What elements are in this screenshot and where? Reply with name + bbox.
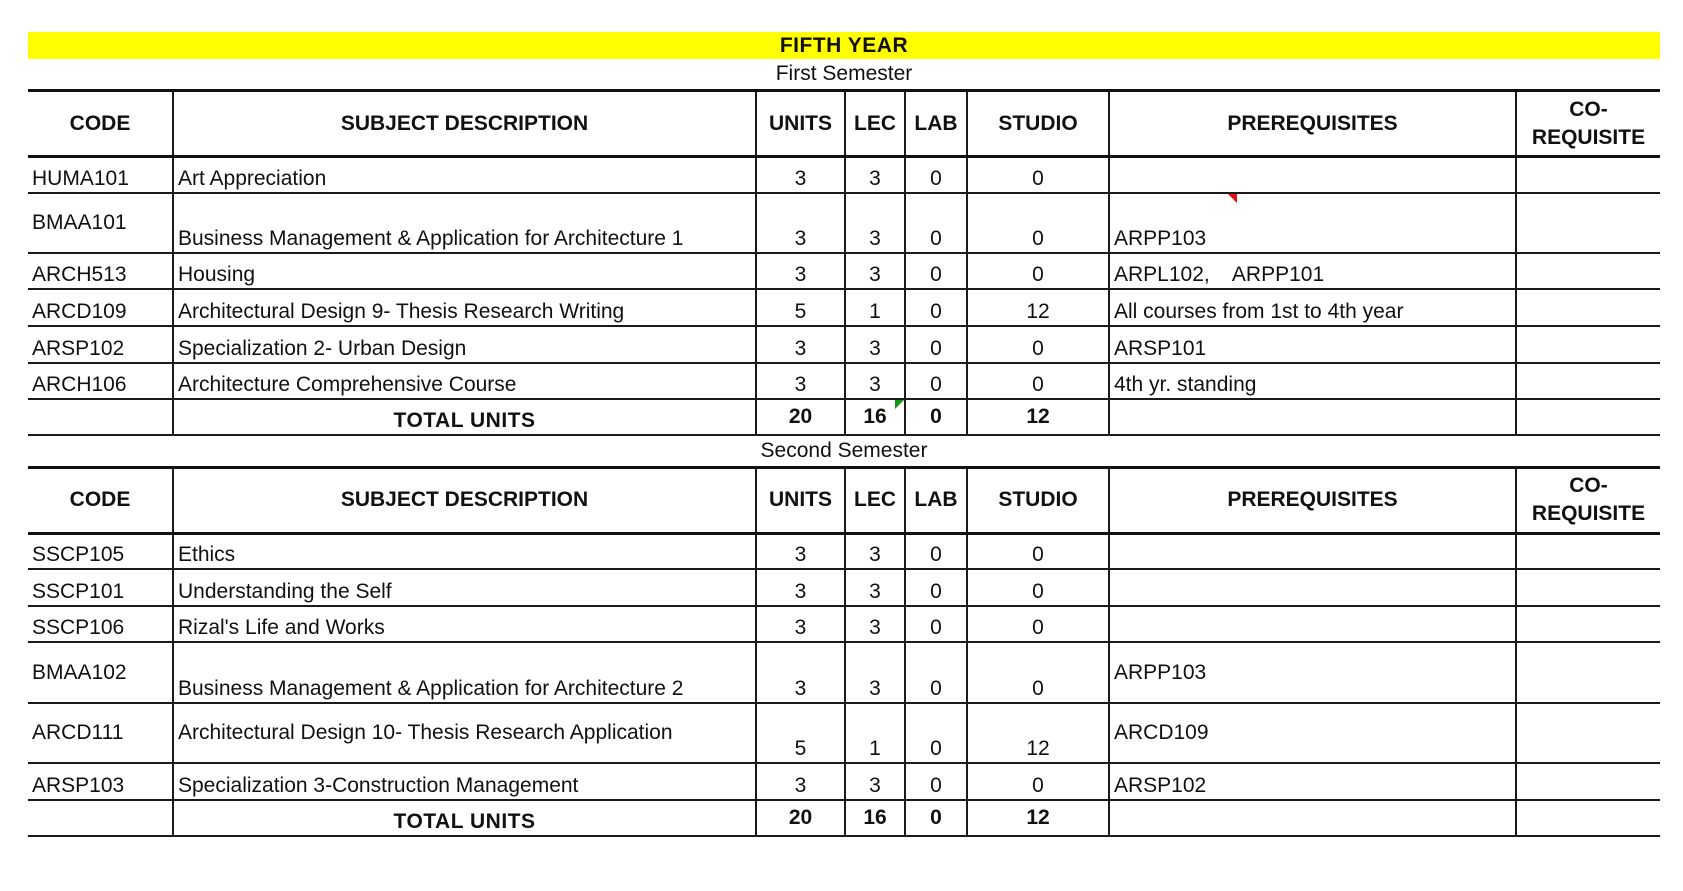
course-description: Art Appreciation (173, 157, 756, 193)
course-studio: 0 (967, 157, 1109, 193)
course-code: SSCP101 (28, 569, 173, 606)
course-code: ARSP103 (28, 763, 173, 800)
course-lec: 3 (845, 606, 905, 642)
course-corequisite (1516, 763, 1660, 800)
course-code: ARCH513 (28, 253, 173, 289)
course-lab: 0 (905, 763, 967, 800)
course-units: 3 (756, 569, 845, 606)
course-units: 3 (756, 157, 845, 193)
table-row (28, 326, 1660, 363)
course-description: Understanding the Self (173, 569, 756, 606)
first-semester-title: First Semester (775, 62, 913, 85)
course-corequisite (1516, 193, 1660, 253)
total-studio: 12 (967, 399, 1109, 435)
course-studio: 0 (967, 253, 1109, 289)
total-lab: 0 (905, 800, 967, 836)
course-description: Housing (173, 253, 756, 289)
course-code: ARCD109 (28, 289, 173, 326)
course-units: 5 (756, 703, 845, 763)
col-lab-header: LAB (905, 467, 967, 533)
col-units-header: UNITS (756, 91, 845, 157)
course-prerequisites: ARSP101 (1109, 326, 1516, 363)
total-units: 20 (756, 399, 845, 435)
course-code: SSCP106 (28, 606, 173, 642)
course-code: BMAA102 (28, 642, 173, 703)
course-corequisite (1516, 289, 1660, 326)
comment-marker-icon[interactable] (1228, 194, 1237, 203)
course-prerequisites (1109, 606, 1516, 642)
course-prerequisites: ARCD109 (1109, 703, 1516, 763)
col-corequisite-header: CO-REQUISITE (1516, 467, 1660, 533)
course-corequisite (1516, 569, 1660, 606)
col-lec-header: LEC (845, 467, 905, 533)
course-studio: 0 (967, 763, 1109, 800)
course-studio: 12 (967, 703, 1109, 763)
total-corequisite-cell (1516, 399, 1660, 435)
course-lab: 0 (905, 326, 967, 363)
course-lec: 3 (845, 642, 905, 703)
col-code-header: CODE (28, 91, 173, 157)
year-banner: FIFTH YEAR (28, 32, 1660, 59)
course-lec: 3 (845, 253, 905, 289)
course-corequisite (1516, 253, 1660, 289)
course-description: Architecture Comprehensive Course (173, 363, 756, 399)
course-description: Specialization 3-Construction Management (173, 763, 756, 800)
course-lab: 0 (905, 606, 967, 642)
course-prerequisites: ARSP102 (1109, 763, 1516, 800)
total-units-label: TOTAL UNITS (173, 399, 756, 435)
total-code-cell (28, 800, 173, 836)
course-prerequisites (1109, 157, 1516, 193)
total-row (28, 800, 1660, 836)
total-lec: 16 (845, 800, 905, 836)
comment-marker-icon[interactable] (895, 400, 904, 409)
col-code-header: CODE (28, 467, 173, 533)
first-semester-table (28, 89, 1660, 436)
course-corequisite (1516, 363, 1660, 399)
total-lec (845, 399, 905, 435)
course-description: Architectural Design 10- Thesis Research Application (173, 703, 756, 763)
course-code: HUMA101 (28, 157, 173, 193)
course-studio: 0 (967, 326, 1109, 363)
col-units-header: UNITS (756, 467, 845, 533)
course-description: Ethics (173, 533, 756, 569)
course-code: BMAA101 (28, 193, 173, 253)
course-code: ARCD111 (28, 703, 173, 763)
total-units-label: TOTAL UNITS (173, 800, 756, 836)
course-prerequisites: 4th yr. standing (1109, 363, 1516, 399)
course-lab: 0 (905, 642, 967, 703)
course-studio: 0 (967, 533, 1109, 569)
course-lec: 3 (845, 326, 905, 363)
course-lab: 0 (905, 363, 967, 399)
course-prerequisites: All courses from 1st to 4th year (1109, 289, 1516, 326)
course-studio: 0 (967, 642, 1109, 703)
course-lab: 0 (905, 703, 967, 763)
course-corequisite (1516, 326, 1660, 363)
total-lec-value: 16 (863, 404, 887, 428)
course-description: Architectural Design 9- Thesis Research Writing (173, 289, 756, 326)
total-prerequisites-cell (1109, 399, 1516, 435)
course-prerequisites (1109, 569, 1516, 606)
course-description: Specialization 2- Urban Design (173, 326, 756, 363)
course-code: ARSP102 (28, 326, 173, 363)
table-row (28, 289, 1660, 326)
col-description-header: SUBJECT DESCRIPTION (173, 467, 756, 533)
course-description: Business Management & Application for Architecture 2 (173, 642, 756, 703)
col-lab-header: LAB (905, 91, 967, 157)
total-lab: 0 (905, 399, 967, 435)
course-code: ARCH106 (28, 363, 173, 399)
table-row (28, 533, 1660, 569)
course-units: 5 (756, 289, 845, 326)
course-lab: 0 (905, 569, 967, 606)
course-lec: 3 (845, 157, 905, 193)
course-prerequisites: ARPL102, ARPP101 (1109, 253, 1516, 289)
course-lab: 0 (905, 289, 967, 326)
col-description-header: SUBJECT DESCRIPTION (173, 91, 756, 157)
course-units: 3 (756, 763, 845, 800)
total-code-cell (28, 399, 173, 435)
course-units: 3 (756, 326, 845, 363)
course-prerequisites-text: ARPP103 (1114, 226, 1207, 250)
course-description: Rizal's Life and Works (173, 606, 756, 642)
course-studio: 12 (967, 289, 1109, 326)
header-row (28, 91, 1660, 157)
total-corequisite-cell (1516, 800, 1660, 836)
course-lec: 3 (845, 193, 905, 253)
col-prerequisites-header: PREREQUISITES (1109, 91, 1516, 157)
course-prerequisites (1109, 193, 1516, 253)
course-studio: 0 (967, 569, 1109, 606)
course-units: 3 (756, 363, 845, 399)
course-corequisite (1516, 642, 1660, 703)
table-row (28, 193, 1660, 253)
course-studio: 0 (967, 193, 1109, 253)
table-row (28, 642, 1660, 703)
table-row (28, 763, 1660, 800)
course-units: 3 (756, 253, 845, 289)
second-semester-title: Second Semester (760, 438, 928, 462)
course-units: 3 (756, 642, 845, 703)
table-row (28, 363, 1660, 399)
course-code: SSCP105 (28, 533, 173, 569)
course-units: 3 (756, 193, 845, 253)
course-studio: 0 (967, 606, 1109, 642)
course-corequisite (1516, 703, 1660, 763)
course-lec: 1 (845, 703, 905, 763)
total-units: 20 (756, 800, 845, 836)
table-row (28, 569, 1660, 606)
course-units: 3 (756, 533, 845, 569)
course-prerequisites (1109, 533, 1516, 569)
table-row (28, 253, 1660, 289)
course-lec: 3 (845, 569, 905, 606)
col-lec-header: LEC (845, 91, 905, 157)
course-units: 3 (756, 606, 845, 642)
course-lec: 3 (845, 363, 905, 399)
total-row (28, 399, 1660, 435)
course-lab: 0 (905, 533, 967, 569)
course-lab: 0 (905, 193, 967, 253)
table-row (28, 157, 1660, 193)
course-studio: 0 (967, 363, 1109, 399)
course-lab: 0 (905, 253, 967, 289)
second-semester-table (28, 466, 1660, 838)
header-row (28, 467, 1660, 533)
total-prerequisites-cell (1109, 800, 1516, 836)
table-row (28, 606, 1660, 642)
course-lec: 3 (845, 763, 905, 800)
table-row (28, 703, 1660, 763)
course-corequisite (1516, 606, 1660, 642)
curriculum-sheet (28, 32, 1660, 837)
total-studio: 12 (967, 800, 1109, 836)
course-description: Business Management & Application for Architecture 1 (173, 193, 756, 253)
course-corequisite (1516, 533, 1660, 569)
course-lab: 0 (905, 157, 967, 193)
col-prerequisites-header: PREREQUISITES (1109, 467, 1516, 533)
col-corequisite-header: CO-REQUISITE (1516, 91, 1660, 157)
course-corequisite (1516, 157, 1660, 193)
course-lec: 3 (845, 533, 905, 569)
course-lec: 1 (845, 289, 905, 326)
course-prerequisites: ARPP103 (1109, 642, 1516, 703)
col-studio-header: STUDIO (967, 91, 1109, 157)
col-studio-header: STUDIO (967, 467, 1109, 533)
